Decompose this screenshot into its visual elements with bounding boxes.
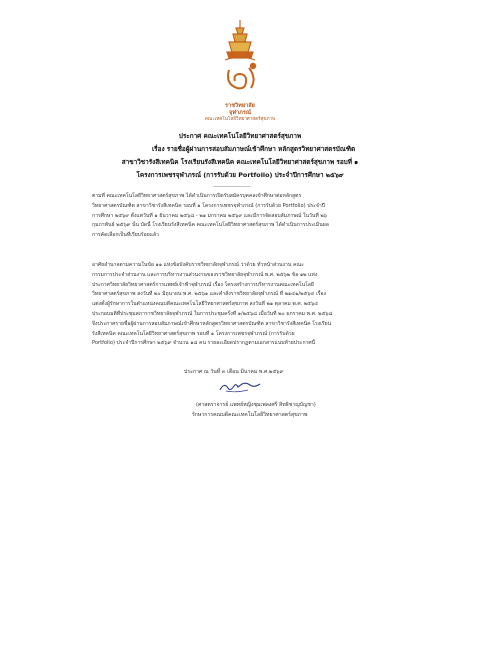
- paragraph-line: ประกาศวิทยาลัยวิทยาศาสตร์การแพทย์เจ้าฟ้าจุฬาภรณ์ เรื่อง โครงสร้างการบริหารงานคณะเทคโนโลยี: [92, 281, 314, 288]
- college-emblem-icon: [215, 18, 265, 102]
- announcement-date: ประกาศ ณ วันที่ ๓ เดือน มีนาคม พ.ศ.๒๕๖๙: [184, 369, 284, 375]
- paragraph-line: วิทยาศาสตรบัณฑิต สาขาวิชารังสีเทคนิค รอบที่ ๑ โครงการเพชรจุฬาภรณ์ (การรับด้วย Portfolio) ประจำปี: [92, 202, 325, 209]
- faculty-name: คณะเทคโนโลยีวิทยาศาสตร์สุขภาพ: [204, 117, 276, 122]
- paragraph-line: การศึกษา ๒๕๖๙ ตั้งแต่วันที่ ๑ ธันวาคม ๒๕๖๘ - ๒๑ มกราคม ๒๕๖๙ และมีการจัดสอบสัมภาษณ์ ในวันที่ ๒๖: [92, 212, 327, 219]
- handwritten-signature: [214, 378, 264, 396]
- paragraph-authority: [92, 261, 372, 349]
- announcement-subject: เรื่อง รายชื่อผู้ผ่านการสอบสัมภาษณ์เข้าศึกษา หลักสูตรวิทยาศาสตรบัณฑิต: [152, 145, 356, 153]
- paragraph-line: แต่งตั้งผู้รักษาการในตำแหน่งคณบดีคณะเทคโนโลยีวิทยาศาสตร์สุขภาพ ลงวันที่ ๒๑ ตุลาคม พ.ศ. ๒๕๖๔: [92, 301, 319, 308]
- paragraph-line: อาศัยอำนาจตามความในข้อ ๑๑ แห่งข้อบังคับราชวิทยาลัยจุฬาภรณ์ ว่าด้วย ทั่วหน้าส่วนงาน คณะ: [92, 262, 304, 268]
- announcement-subject-line3: โครงการเพชรจุฬาภรณ์ (การรับด้วย Portfolio) ประจำปีการศึกษา ๒๕๖๙: [136, 171, 344, 179]
- paragraph-line: กุมภาพันธ์ ๒๕๖๙ นั้น บัดนี้ โรงเรียนรังสีเทคนิค คณะเทคโนโลยีวิทยาศาสตร์สุขภาพ ได้ดำเนินการประเมินผล: [92, 222, 329, 229]
- paragraph-line: กรรมการประจำส่วนงาน และการบริหารงานส่วนงานของราชวิทยาลัยจุฬาภรณ์ พ.ศ. ๒๕๖๒ ข้อ ๑๒ แห่ง: [92, 271, 318, 278]
- paragraph-line: จึงประกาศรายชื่อผู้ผ่านการสอบสัมภาษณ์เข้าศึกษาหลักสูตรวิทยาศาสตรบัณฑิต สาขาวิชารังสีเทคนิค โรงเรียน: [92, 320, 332, 327]
- signer-role: รักษาการคณบดีคณะเทคโนโลยีวิทยาศาสตร์สุขภาพ: [192, 412, 308, 418]
- announcement-title: ประกาศ คณะเทคโนโลยีวิทยาศาสตร์สุขภาพ: [178, 132, 302, 140]
- signer-name: (ศาสตราจารย์ แพทย์หญิงชุมเพลงศรี สิทธิชาญบัญชา): [196, 402, 316, 408]
- paragraph-line: รังสีเทคนิค คณะเทคโนโลยีวิทยาศาสตร์สุขภาพ รอบที่ ๑ โครงการเพชรจุฬาภรณ์ (การรับด้วย: [92, 330, 295, 337]
- org-name-line2: จุฬาภรณ์: [228, 110, 252, 116]
- paragraph-line: Portfolio) ประจำปีการศึกษา ๒๕๖๙ จำนวน ๑๘ คน รายละเอียดปรากฏตามเอกสารแนบท้ายประกาศนี้: [92, 340, 316, 347]
- org-name-line1: ราชวิทยาลัย: [225, 103, 255, 109]
- title-separator: -------------------: [213, 184, 252, 190]
- paragraph-line: วิทยาศาสตร์สุขภาพ ลงวันที่ ๒๐ มิถุนายน พ.ศ. ๒๕๖๑ และคำสั่งราชวิทยาลัยจุฬาภรณ์ ที่ ๒๑๔๑/๒๕๖๔ เรื่อง: [92, 291, 327, 298]
- announcement-subject-line2: สาขาวิชารังสีเทคนิค โรงเรียนรังสีเทคนิค คณะเทคโนโลยีวิทยาศาสตร์สุขภาพ รอบที่ ๑: [121, 158, 359, 166]
- paragraph-background: [92, 192, 372, 241]
- paragraph-line: ประกอบมติที่ประชุมสภาราชวิทยาลัยจุฬาภรณ์ ในการประชุมครั้งที่ ๑/๒๕๖๘ เมื่อวันที่ ๒๐ มกราคม พ.ศ. ๒๕๖๘: [92, 310, 333, 317]
- paragraph-line: การคัดเลือกเป็นที่เรียบร้อยแล้ว: [92, 232, 159, 239]
- paragraph-line: ตามที่ คณะเทคโนโลยีวิทยาศาสตร์สุขภาพ ได้ดำเนินการเปิดรับสมัครบุคคลเข้าศึกษาต่อหลักสูตร: [92, 193, 302, 199]
